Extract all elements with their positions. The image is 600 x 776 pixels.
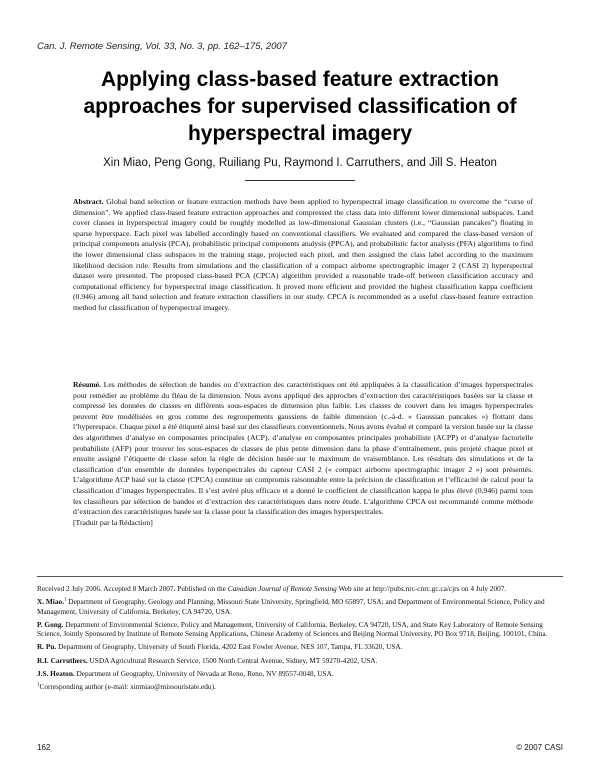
affiliation-text: Department of Geography, University of South Florida, 4202 East Fowler Avenue, NES 107, Tampa, FL 33620, USA. xyxy=(58,642,403,652)
affiliation-gong xyxy=(37,620,563,639)
affiliation-heaton xyxy=(37,669,563,679)
paper-title: Applying class-based feature extraction approaches for supervised classification of hyperspectral imagery xyxy=(83,68,517,145)
journal-name: Canadian Journal of Remote Sensing xyxy=(227,584,337,593)
page-number: 162 xyxy=(37,743,51,752)
affiliation-text: Department of Geography, University of Nevada at Reno, Reno, NV 89557-0048, USA. xyxy=(76,668,334,678)
journal-citation: Can. J. Remote Sensing, Vol. 33, No. 3, pp. 162–175, 2007 xyxy=(37,41,287,52)
corresponding-text: Corresponding author (e-mail: xinmiao@missouristate.edu). xyxy=(39,681,216,691)
author-list: Xin Miao, Peng Gong, Ruiliang Pu, Raymond I. Carruthers, and Jill S. Heaton xyxy=(103,157,497,169)
affiliation-pu xyxy=(37,642,563,652)
abstract-label: Abstract. xyxy=(73,197,104,206)
resume xyxy=(73,380,533,528)
title-divider xyxy=(245,180,355,181)
affiliation-miao xyxy=(37,597,563,616)
footnote-marker: 1 xyxy=(63,597,67,603)
abstract-text: Global band selection or feature extraction methods have been applied to hyperspectral image classification to overcome the “curse of dimension”. We applied class-based feature extraction approaches and compressed the class data into different lower dimensional subspaces. Land cover classes in hyperspectral imagery could be roughly modelled as low-dimensional Gaussian clusters (i.e., “Gaussian pancakes”) floating in sparse hyperspace. Each pixel was labelled accordingly based on conventional classifiers. We evaluated and compared the class-based version of principal components analysis (PCA), probabilistic principal components analysis (PPCA), and probabilistic factor analysis (PFA) algorithms to find the lower dimensional class subspaces in the training stage, projected each pixel, and then assigned the class label according to the maximum likelihood decision rule. Results from simulations and the classification of a compact airborne spectrographic imager 2 (CASI 2) hyperspectral dataset were presented. The proposed class-based PCA (CPCA) algorithm provided a reasonable trade-off between classification accuracy and computational efficiency for hyperspectral image classification. It proved more efficient and provided the highest classification kappa coefficient (0.946) among all band selection and feature extraction classifiers in our study. CPCA is recommended as a useful class-based feature extraction method for classification of hyperspectral imagery. xyxy=(73,197,533,312)
affiliation-text: Department of Geography, Geology and Planning, Missouri State University, Springfield, MO 65897, USA; and Department of Environmental Science, Policy and Management, University of California, Berkeley, CA 94720, USA. xyxy=(37,597,545,616)
author-name: P. Gong. xyxy=(37,619,64,629)
affiliation-text: Department of Environmental Science, Policy and Management, University of California, Berkeley, CA 94720, USA, and State Key Laboratory of Remote Sensing Science, Jointly Sponsored by Institute of Remote Sensing Applications, Chinese Academy of Sciences and Beijing Normal University, PO Box 9718, Beijing, 100101, China. xyxy=(37,619,548,639)
affiliation-carruthers xyxy=(37,656,563,666)
affiliation-text: USDA Agricultural Research Service, 1500 North Central Avenue, Sidney, MT 59270-4202, USA. xyxy=(89,655,378,665)
footnote-divider xyxy=(37,576,563,577)
author-name: X. Miao. xyxy=(37,597,64,607)
resume-text: Les méthodes de sélection de bandes ou d’extraction des caractéristiques ont été appliquées à la classification d’images hyperspectrales pour remédier au problème du fléau de la dimension. Nous avons appliqué des approches d’extraction des caractéristiques basées sur la classe et compressé les données de classes en différents sous-espaces de dimension plus faible. Les classes de couvert dans les images hyperspectrales peuvent être modélisées en gros comme des regroupements gaussiens de faible dimension (c.-à-d. « Gaussian pancakes ») flottant dans l’hyperespace. Chaque pixel a été étiqueté ainsi basé sur des classifieurs conventionnels. Nous avons évalué et comparé la version basée sur la classe des algorithmes d’analyse en composantes principales (ACP), d’analyse en composantes principales probabiliste (ACPP) et d’analyse factorielle probabiliste (AFP) pour trouver les sous-espaces de classes de plus petite dimension dans la phase d’entraînement, puis projeté chaque pixel et ensuite assigné l’étiquette de classe selon la règle de décision basée sur le maximum de vraisemblance. Les résultats des simulations et de la classification d’un ensemble de données hyperspectrales du capteur CASI 2 (« compact airborne spectrographic imager 2 ») sont présentés. L’algorithme ACP basé sur la classe (CPCA) constitue un compromis raisonnable entre la précision de classification et l’efficacité de calcul pour la classification d’images hyperspectrales. Il s’est avéré plus efficace et a donné le coefficient de classification kappa le plus élevé (0,946) parmi tous les classifieurs par sélection de bandes et d’extraction des caractéristiques dans notre étude. L’algorithme CPCA est recommandé comme méthode d’extraction des caractéristiques basée sur la classe pour la classification des images hyperspectrales. xyxy=(73,380,534,517)
received-note: Received 2 July 2006. Accepted 8 March 2007. Published on the Canadian Journal of Remote Sensing Web site at http://pubs.nrc-cnrc.gc.ca/cjrs on 4 July 2007. xyxy=(37,584,507,593)
translation-note: [Traduit par la Rédaction] xyxy=(73,517,153,527)
corresponding-author xyxy=(37,682,563,692)
resume-label: Résumé. xyxy=(73,380,101,389)
abstract xyxy=(73,197,533,314)
footnotes xyxy=(37,584,563,695)
author-name: J.S. Heaton. xyxy=(37,668,75,678)
copyright: © 2007 CASI xyxy=(516,743,563,752)
author-name: R. Pu. xyxy=(37,642,57,652)
author-name: R.I. Carruthers. xyxy=(37,655,88,665)
footnote-marker: 1 xyxy=(37,682,40,688)
